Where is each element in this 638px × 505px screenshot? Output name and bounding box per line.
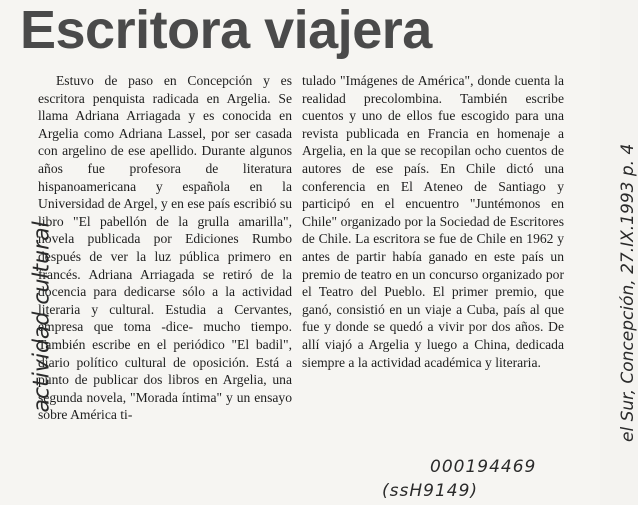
article-column-2 xyxy=(302,72,564,371)
article-column-1 xyxy=(38,72,292,424)
column-2-text: tulado "Imágenes de América", donde cuenta la realidad precolombina. También escribe cuentos y uno de ellos fue escogido para una revista publicada en Francia en homenaje a Argelia, en la que se recopilan ocho cuentos de autores de ese país. En Chile dictó una conferencia en El Ateneo de Santiago y participó en el encuentro "Juntémonos en Chile" organizado por la Sociedad de Escritores de Chile. La escritora se fue de Chile en 1962 y antes de partir había ganado en este país un premio de teatro en un concurso organizado por el Teatro del Pueblo. El primer premio, que ganó, consistió en un viaje a Cuba, país al que fue y donde se quedó a vivir por dos años. De allí viajó a Argelia y luego a China, dedicada siempre a la actividad académica y literaria. xyxy=(302,73,564,370)
handwritten-left-margin-note: actividad cultural xyxy=(29,221,55,413)
article-headline: Escritora viajera xyxy=(20,0,432,60)
handwritten-right-margin-note: el Sur, Concepción, 27.IX.1993 p. 4 xyxy=(618,143,638,442)
column-1-text: Estuvo de paso en Concepción y es escritora penquista radicada en Argelia. Se llama Adriana Arriagada y es conocida en Argelia como Adriana Lassel, por ser casada con argelino de ese apellido. Durante algunos años fue profesora de literatura hispanoamericana y española en la Universidad de Argel, y en ese país escribió su libro "El pabellón de la grulla amarilla", novela publicada por Ediciones Rumbo después de ver la luz pública primero en francés. Adriana Arriagada se retiró de la docencia para dedicarse sólo a la actividad literaria y cultural. Estudia a Cervantes, empresa que toma -dice- mucho tiempo. También escribe en el periódico "El badil", diario político cultural de oposición. Está a punto de publicar dos libros en Argelia, una segunda novela, "Morada íntima" y un ensayo sobre América ti- xyxy=(38,73,292,423)
handwritten-id-number-1: 000194469 xyxy=(430,457,537,477)
handwritten-id-number-2: (ssH9149) xyxy=(382,481,479,501)
